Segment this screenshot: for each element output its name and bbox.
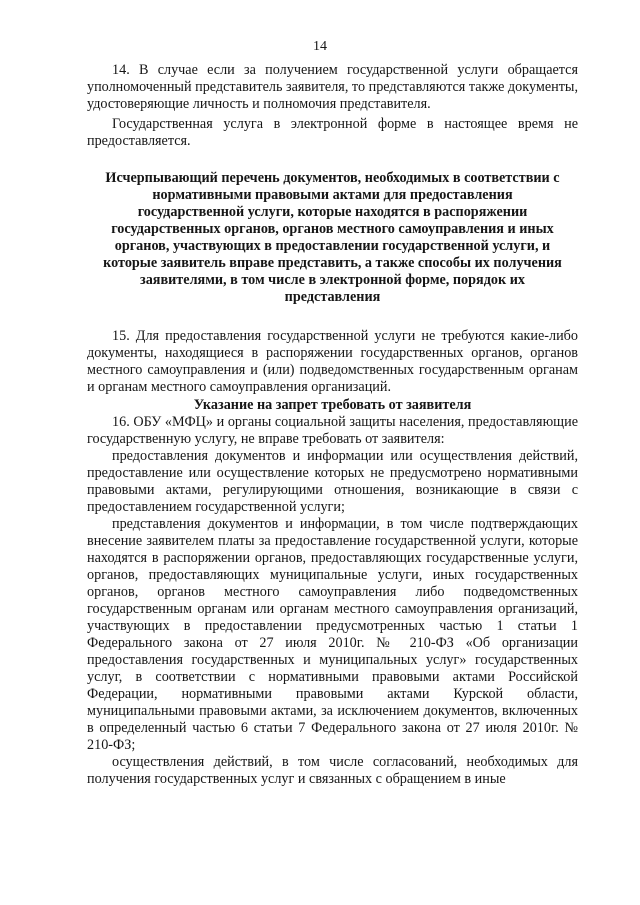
page-content (87, 62, 578, 788)
list-item: предоставления документов и информации или осуществления действий, предоставление или осуществление которых не предусмотрено нормативными правовыми актами, регулирующими отношения, возникающие в связи с предоставлением государственной услуги; (87, 448, 578, 515)
paragraph-14: 14. В случае если за получением государственной услуги обращается уполномоченный представитель заявителя, то представляются также документы, удостоверяющие личность и полномочия представителя. (87, 62, 578, 112)
paragraph-15: 15. Для предоставления государственной услуги не требуются какие-либо документы, находящиеся в распоряжении государственных органов, органов местного самоуправления и (или) подведомственных государственным органам и органам местного самоуправления организаций. (87, 328, 578, 395)
paragraph-electronic-form: Государственная услуга в электронной форме в настоящее время не предоставляется. (87, 116, 578, 149)
list-item: осуществления действий, в том числе согласований, необходимых для получения государственных услуг и связанных с обращением в иные (87, 754, 578, 787)
list-item: представления документов и информации, в том числе подтверждающих внесение заявителем платы за предоставление государственной услуги, которые находятся в распоряжении органов, предоставляющих государственные услуги, органов, предоставляющих муниципальные услуги, иных государственных органов, органов местного самоуправления либо подведомственных государственным органам или органам местного самоуправления организаций, участвующих в предоставлении предусмотренных частью 1 статьи 1 Федерального закона от 27 июля 2010г. № 210-ФЗ «Об организации предоставления государственных и муниципальных услуг» государственных услуг, в соответствии с нормативными правовыми актами Российской Федерации, нормативными правовыми актами Курской области, муниципальными правовыми актами, за исключением документов, включенных в определенный частью 6 статьи 7 Федерального закона от 27 июля 2010г. № 210-ФЗ; (87, 516, 578, 753)
section-heading-documents: Исчерпывающий перечень документов, необходимых в соответствии с нормативными правовыми актами для предоставления государственной услуги, которые находятся в распоряжении государственных органов, органов местного самоуправления и иных органов, участвующих в предоставлении государственной услуги, и которые заявитель вправе представить, а также способы их получения заявителями, в том числе в электронной форме, порядок их представления (103, 170, 562, 305)
section-heading-prohibition: Указание на запрет требовать от заявителя (193, 397, 472, 413)
page-number: 14 (313, 39, 327, 54)
paragraph-16: 16. ОБУ «МФЦ» и органы социальной защиты населения, предоставляющие государственную услугу, не вправе требовать от заявителя: (87, 414, 578, 447)
